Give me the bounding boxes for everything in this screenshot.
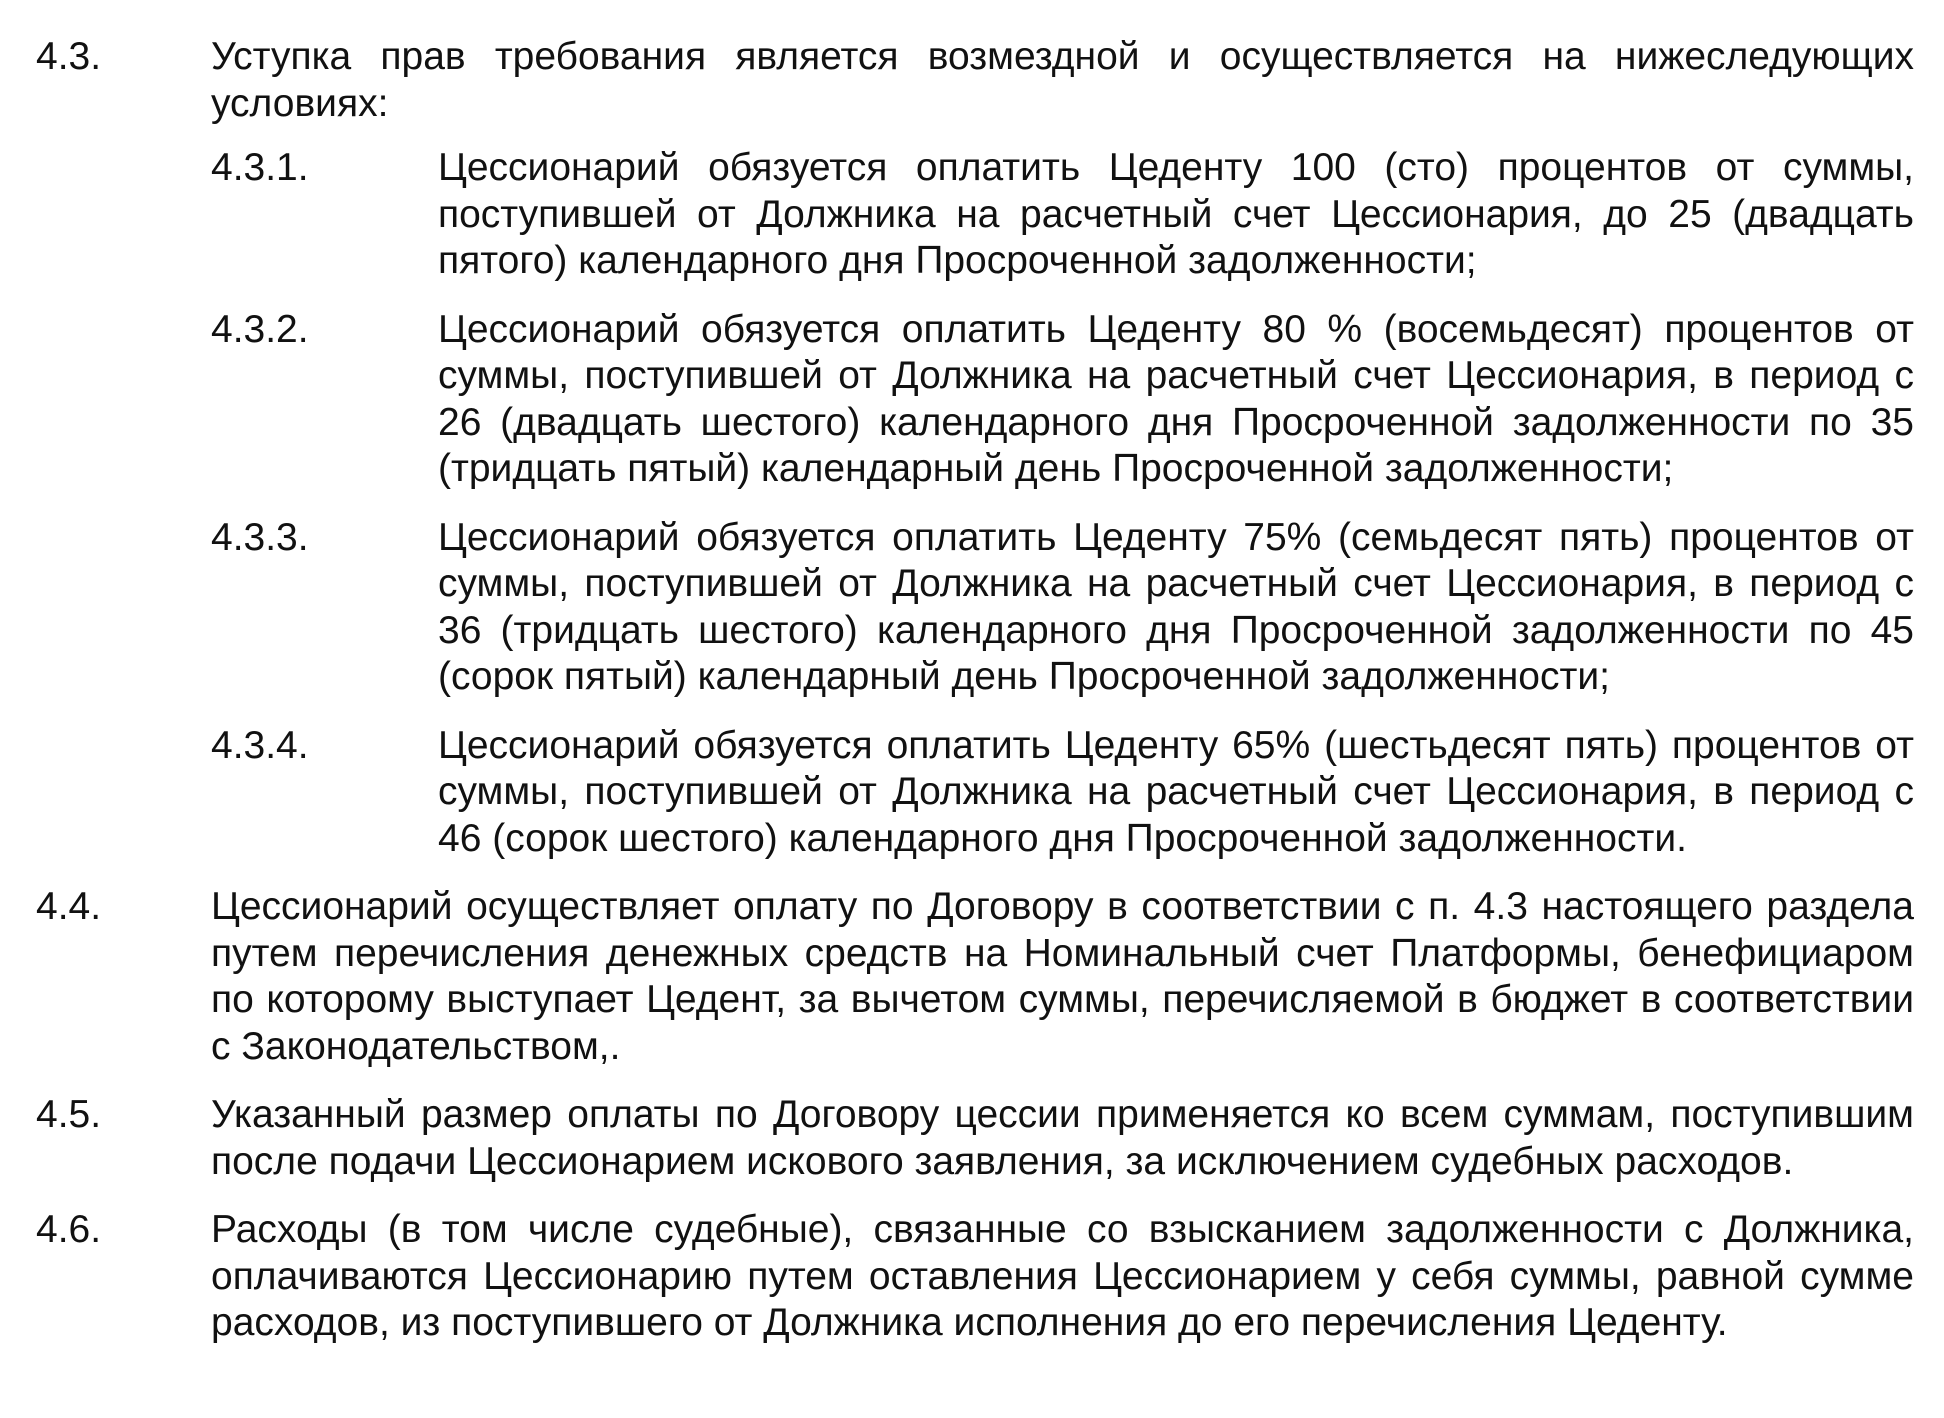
- clause-text: Уступка прав требования является возмездной и осуществляется на нижеследующих условиях:: [211, 35, 1914, 125]
- subclause-list: [211, 145, 1914, 862]
- subclause-4-3-1: [211, 145, 1914, 285]
- clause-number: 4.4.: [36, 885, 102, 928]
- clause-4-4: [36, 884, 1914, 1070]
- subclause-number: 4.3.3.: [211, 515, 309, 559]
- clause-4-3: [36, 34, 1914, 862]
- clause-number: 4.6.: [36, 1208, 102, 1251]
- clause-text: Расходы (в том числе судебные), связанные со взысканием задолженности с Должника, оплачиваются Цессионарию путем оставления Цессионарием у себя суммы, равной сумме расходов, из поступившего от Должника исполнения до его перечисления Цеденту.: [211, 1208, 1914, 1344]
- subclause-text: Цессионарий обязуется оплатить Цеденту 100 (сто) процентов от суммы, поступившей от Должника на расчетный счет Цессионария, до 25 (двадцать пятого) календарного дня Просроченной задолженности;: [438, 146, 1914, 282]
- subclause-text: Цессионарий обязуется оплатить Цеденту 75% (семьдесят пять) процентов от суммы, поступившей от Должника на расчетный счет Цессионария, в период с 36 (тридцать шестого) календарного дня Просроченной задолженности по 45 (сорок пятый) календарный день Просроченной задолженности;: [438, 515, 1914, 698]
- subclause-number: 4.3.2.: [211, 307, 309, 351]
- document-page: [36, 34, 1914, 1347]
- subclause-4-3-4: [211, 723, 1914, 863]
- subclause-4-3-3: [211, 515, 1914, 701]
- subclause-4-3-2: [211, 307, 1914, 493]
- clause-body: [211, 1207, 1914, 1347]
- clause-text: Цессионарий осуществляет оплату по Договору в соответствии с п. 4.3 настоящего раздела путем перечисления денежных средств на Номинальный счет Платформы, бенефициаром по которому выступает Цедент, за вычетом суммы, перечисляемой в бюджет в соответствии с Законодательством,.: [211, 885, 1914, 1068]
- subclause-number: 4.3.1.: [211, 146, 309, 189]
- subclause-text: Цессионарий обязуется оплатить Цеденту 65% (шестьдесят пять) процентов от суммы, поступившей от Должника на расчетный счет Цессионария, в период с 46 (сорок шестого) календарного дня Просроченной задолженности.: [438, 723, 1914, 860]
- clause-4-6: [36, 1207, 1914, 1347]
- clause-4-5: [36, 1092, 1914, 1185]
- subclause-text: Цессионарий обязуется оплатить Цеденту 80 % (восемьдесят) процентов от суммы, поступившей от Должника на расчетный счет Цессионария, в период с 26 (двадцать шестого) календарного дня Просроченной задолженности по 35 (тридцать пятый) календарный день Просроченной задолженности;: [438, 307, 1914, 490]
- clause-number: 4.5.: [36, 1093, 102, 1136]
- clause-body: [211, 884, 1914, 1070]
- clause-number: 4.3.: [36, 35, 102, 78]
- clause-body: [211, 1092, 1914, 1185]
- clause-text: Указанный размер оплаты по Договору цессии применяется ко всем суммам, поступившим после подачи Цессионарием искового заявления, за исключением судебных расходов.: [211, 1093, 1914, 1183]
- subclause-number: 4.3.4.: [211, 723, 309, 767]
- clause-body: [211, 34, 1914, 862]
